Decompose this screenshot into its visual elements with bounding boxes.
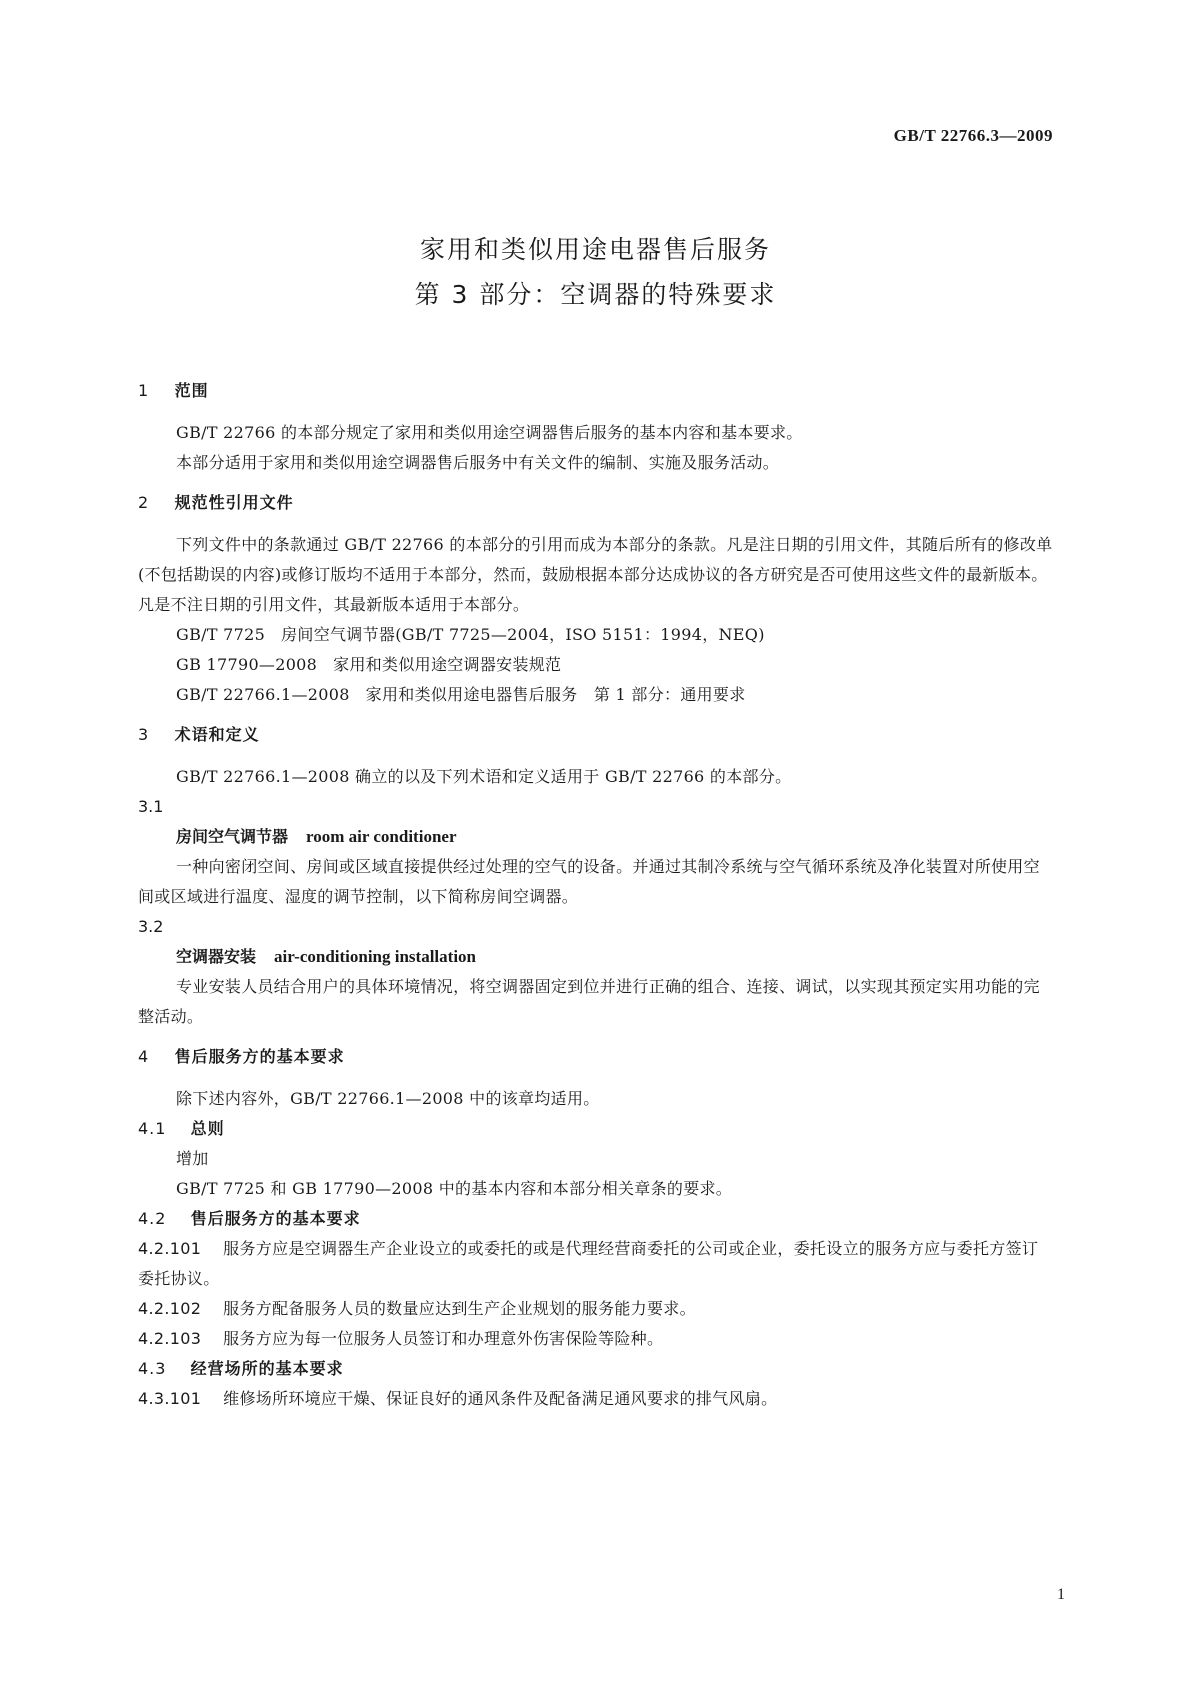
- paragraph: GB/T 7725 和 GB 17790—2008 中的基本内容和本部分相关章条的要求。: [176, 1179, 733, 1198]
- section-title: 规范性引用文件: [174, 493, 294, 512]
- document-title-line1: 家用和类似用途电器售后服务: [419, 235, 771, 264]
- paragraph: 本部分适用于家用和类似用途空调器售后服务中有关文件的编制、实施及服务活动。: [176, 453, 780, 472]
- clause-number: 4.2.102: [138, 1299, 202, 1318]
- paragraph: GB/T 22766.1—2008 确立的以及下列术语和定义适用于 GB/T 22766 的本部分。: [176, 767, 792, 786]
- document-title-line2: 第 3 部分：空调器的特殊要求: [414, 280, 777, 309]
- subsection-title: 售后服务方的基本要求: [190, 1209, 361, 1228]
- subsection-title: 总则: [190, 1119, 225, 1138]
- standard-code: GB/T 22766.3—2009: [893, 126, 1053, 145]
- section-number: 2: [138, 493, 150, 512]
- term-number: 3.1: [138, 797, 164, 816]
- section-heading-1: [138, 376, 1053, 406]
- clause-number: 4.2.101: [138, 1239, 202, 1258]
- paragraph: 除下述内容外，GB/T 22766.1—2008 中的该章均适用。: [176, 1089, 600, 1108]
- section-heading-3: [138, 720, 1053, 750]
- clause-item: [138, 1384, 1053, 1414]
- clause-text: 服务方应为每一位服务人员签订和办理意外伤害保险等险种。: [223, 1329, 664, 1348]
- subsection-title: 经营场所的基本要求: [190, 1359, 344, 1378]
- term-entry: [138, 942, 1053, 972]
- reference-title: 房间空气调节器(GB/T 7725—2004，ISO 5151：1994，NEQ): [281, 625, 765, 644]
- subsection-number: 4.3: [138, 1359, 167, 1378]
- clause-text: 服务方配备服务人员的数量应达到生产企业规划的服务能力要求。: [223, 1299, 696, 1318]
- term-chinese: 空调器安装: [176, 947, 257, 966]
- reference-title: 家用和类似用途空调器安装规范: [333, 655, 562, 674]
- clause-text: 服务方应是空调器生产企业设立的或委托的或是代理经营商委托的公司或企业，委托设立的服务方应与委托方签订委托协议。: [138, 1239, 1039, 1288]
- reference-code: GB/T 22766.1—2008: [176, 685, 350, 704]
- section-title: 术语和定义: [174, 725, 260, 744]
- reference-title: 家用和类似用途电器售后服务 第 1 部分：通用要求: [365, 685, 746, 704]
- reference-item: [138, 620, 1053, 650]
- reference-code: GB 17790—2008: [176, 655, 318, 674]
- reference-code: GB/T 7725: [176, 625, 266, 644]
- term-english: air-conditioning installation: [274, 947, 476, 966]
- clause-item: [138, 1294, 1053, 1324]
- clause-text: 维修场所环境应干燥、保证良好的通风条件及配备满足通风要求的排气风扇。: [223, 1389, 778, 1408]
- term-entry: [138, 822, 1053, 852]
- page-number: 1: [1057, 1586, 1065, 1603]
- clause-item: [138, 1234, 1053, 1294]
- paragraph: 增加: [176, 1149, 209, 1168]
- clause-number: 4.2.103: [138, 1329, 202, 1348]
- subsection-number: 4.2: [138, 1209, 167, 1228]
- term-definition: 专业安装人员结合用户的具体环境情况，将空调器固定到位并进行正确的组合、连接、调试，以实现其预定实用功能的完整活动。: [138, 977, 1040, 1026]
- paragraph: GB/T 22766 的本部分规定了家用和类似用途空调器售后服务的基本内容和基本要求。: [176, 423, 803, 442]
- section-heading-4: [138, 1042, 1053, 1072]
- clause-item: [138, 1324, 1053, 1354]
- reference-item: [138, 650, 1053, 680]
- term-definition: 一种向密闭空间、房间或区域直接提供经过处理的空气的设备。并通过其制冷系统与空气循环系统及净化装置对所使用空间或区域进行温度、湿度的调节控制，以下简称房间空调器。: [138, 857, 1040, 906]
- document-body: [138, 376, 1053, 1414]
- subsection-heading-4-1: [138, 1114, 1053, 1144]
- paragraph: 下列文件中的条款通过 GB/T 22766 的本部分的引用而成为本部分的条款。凡是注日期的引用文件，其随后所有的修改单(不包括勘误的内容)或修订版均不适用于本部分，然而，鼓励根据本部分达成协议的各方研究是否可使用这些文件的最新版本。凡是不注日期的引用文件，其最新版本适用于本部分。: [138, 535, 1053, 614]
- term-chinese: 房间空气调节器: [176, 827, 289, 846]
- section-number: 3: [138, 725, 150, 744]
- subsection-heading-4-3: [138, 1354, 1053, 1384]
- subsection-number: 4.1: [138, 1119, 167, 1138]
- section-title: 范围: [174, 381, 209, 400]
- subsection-heading-4-2: [138, 1204, 1053, 1234]
- section-number: 4: [138, 1047, 150, 1066]
- term-number: 3.2: [138, 917, 164, 936]
- clause-number: 4.3.101: [138, 1389, 202, 1408]
- section-heading-2: [138, 488, 1053, 518]
- section-number: 1: [138, 381, 150, 400]
- term-english: room air conditioner: [306, 827, 457, 846]
- section-title: 售后服务方的基本要求: [174, 1047, 345, 1066]
- reference-item: [138, 680, 1053, 710]
